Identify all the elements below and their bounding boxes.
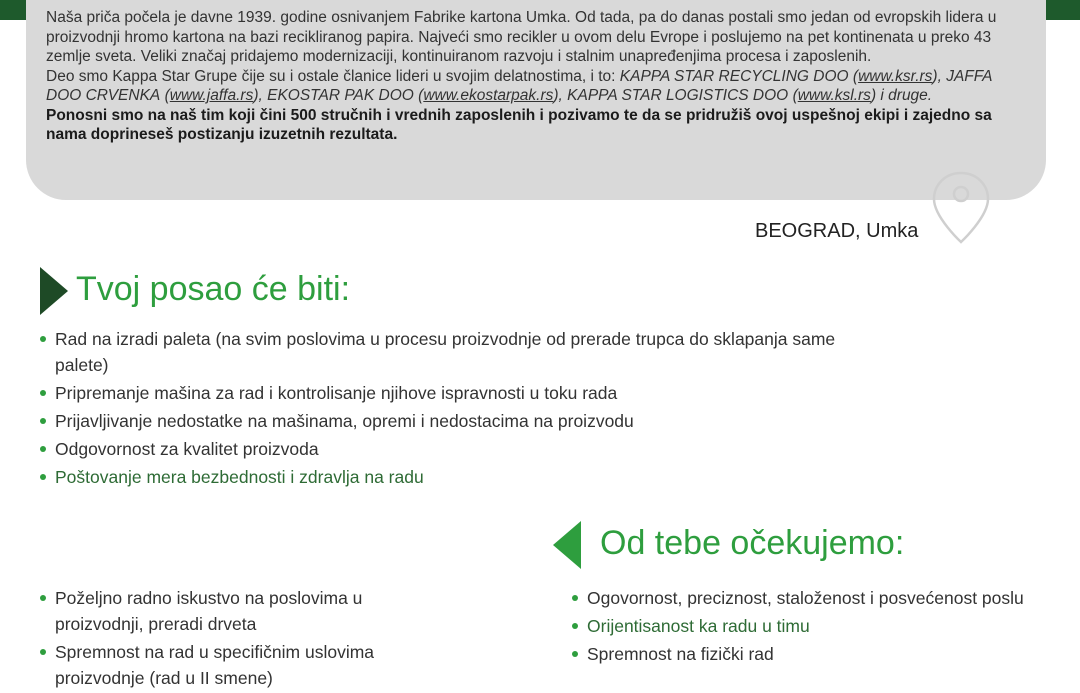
list-item: Poželjno radno iskustvo na poslovima u proizvodnji, preradi drveta (40, 585, 430, 637)
map-pin-icon (930, 170, 992, 246)
requirements-list-right (572, 585, 1042, 669)
list-item: Prijavljivanje nedostatke na mašinama, opremi i nedostacima na proizvodu (40, 408, 900, 434)
link-ksr[interactable]: www.ksr.rs (858, 67, 933, 85)
section-title-duties: Tvoj posao će biti: (76, 270, 351, 308)
intro-box (26, 0, 1046, 200)
requirements-list-left (40, 585, 430, 693)
section-arrow-right (40, 267, 68, 315)
list-item: Rad na izradi paleta (na svim poslovima u procesu proizvodnje od prerade trupca do sklapanja same palete) (40, 326, 900, 378)
section-title-expectations: Od tebe očekujemo: (600, 524, 905, 562)
list-item: Poštovanje mera bezbednosti i zdravlja na radu (40, 464, 900, 490)
top-accent-left (0, 0, 28, 20)
company-ksl: KAPPA STAR LOGISTICS DOO (567, 87, 789, 104)
group-paragraph: Deo smo Kappa Star Grupe čije su i ostale članice lideri u svojim delatnostima, i to: KAPPA STAR RECYCLING DOO (www.ksr.rs), JAFFA DOO CRVENKA (www.jaffa.rs), EKOSTAR PAK DOO (www.ekostarpak.rs), KAPPA STAR LOGISTICS DOO (www.ksl.rs) i druge. (46, 67, 992, 104)
section-arrow-left (553, 521, 581, 569)
top-accent-right (1044, 0, 1080, 20)
others-text: i druge. (880, 87, 933, 104)
company-ekostar: EKOSTAR PAK DOO (267, 87, 414, 104)
list-item: Odgovornost za kvalitet proizvoda (40, 436, 900, 462)
job-location: BEOGRAD, Umka (755, 220, 919, 242)
duties-list (40, 326, 900, 492)
list-item: Spremnost na rad u specifičnim uslovima proizvodnje (rad u II smene) (40, 639, 430, 691)
company-jaffa: JAFFA DOO CRVENKA (46, 67, 992, 104)
link-jaffa[interactable]: www.jaffa.rs (169, 87, 254, 104)
invitation-text: Ponosni smo na naš tim koji čini 500 stručnih i vrednih zaposlenih i pozivamo te da se pridružiš ovoj uspešnoj ekipi i zajedno sa nama doprineseš postizanju izuzetnih rezultata. (46, 106, 992, 143)
list-item: Pripremanje mašina za rad i kontrolisanje njihove ispravnosti u toku rada (40, 380, 900, 406)
link-ekostar[interactable]: www.ekostarpak.rs (423, 87, 554, 104)
company-ksr: KAPPA STAR RECYCLING DOO (619, 67, 849, 85)
intro-paragraph: Naša priča počela je davne 1939. godine osnivanjem Fabrike kartona Umka. Od tada, pa do danas postali smo jedan od evropskih lidera u proizvodnji hromo kartona na bazi recikliranog papira. Najveći smo recikler u ovom delu Evrope i poslujemo na pet kontinenata u preko 43 zemlje sveta. Veliki značaj pridajemo modernizaciji, kontinuiranom razvoju i stalnim unapređenjima procesa i zaposlenih. (46, 9, 997, 65)
list-item: Orijentisanost ka radu u timu (572, 613, 1042, 639)
link-ksl[interactable]: www.ksl.rs (797, 87, 871, 104)
list-item: Ogovornost, preciznost, staloženost i posvećenost poslu (572, 585, 1042, 611)
list-item: Spremnost na fizički rad (572, 641, 1042, 667)
